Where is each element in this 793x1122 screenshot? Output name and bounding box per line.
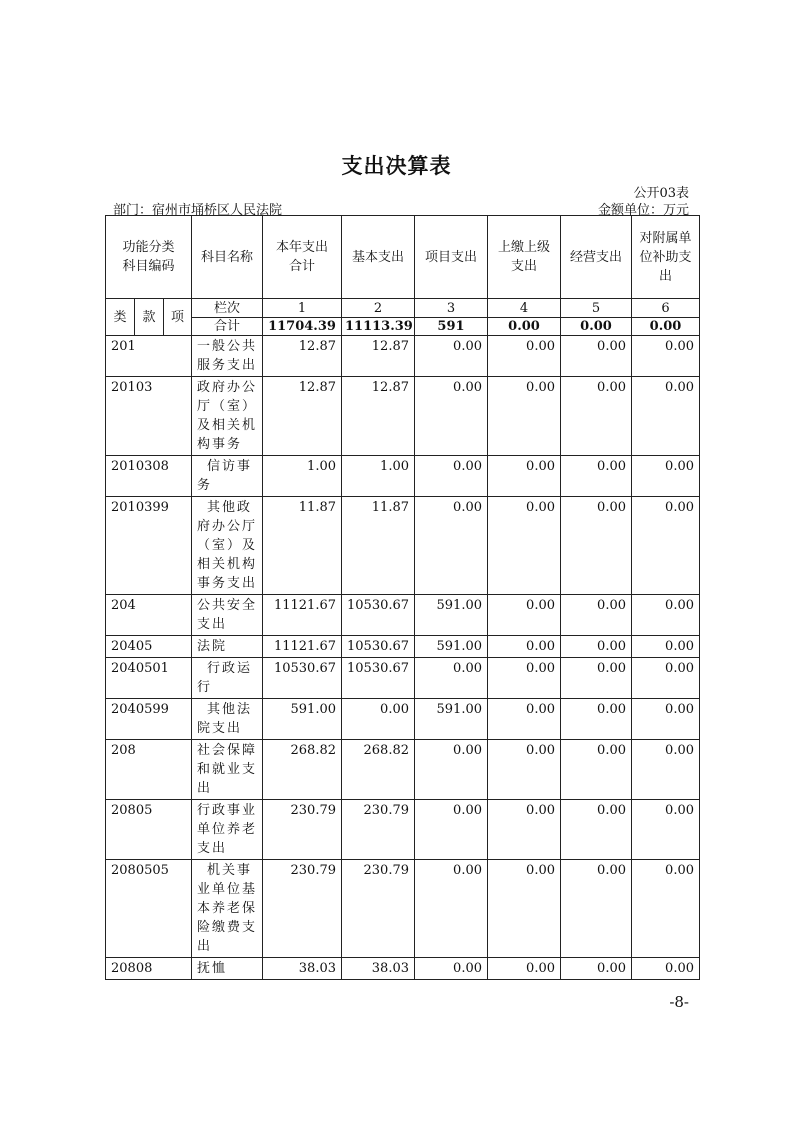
subject-code: 20405 — [106, 636, 192, 658]
column-number: 2 — [342, 299, 415, 318]
amount-cell: 0.00 — [561, 497, 632, 595]
amount-cell: 0.00 — [488, 958, 561, 980]
subject-code: 20103 — [106, 377, 192, 456]
subject-name: 公共安全支出 — [192, 595, 263, 636]
column-number: 1 — [263, 299, 342, 318]
table-row — [106, 800, 700, 860]
total-value: 0.00 — [488, 318, 561, 336]
subject-code: 20808 — [106, 958, 192, 980]
amount-cell: 0.00 — [488, 740, 561, 800]
amount-cell: 12.87 — [342, 377, 415, 456]
subject-name: 一般公共服务支出 — [192, 336, 263, 377]
amount-cell: 0.00 — [415, 800, 488, 860]
table-row — [106, 456, 700, 497]
header-basic-expenditure: 基本支出 — [342, 216, 415, 299]
subject-code: 2010308 — [106, 456, 192, 497]
table-header-row — [106, 216, 700, 299]
amount-cell: 230.79 — [342, 860, 415, 958]
table-row — [106, 377, 700, 456]
amount-cell: 0.00 — [415, 740, 488, 800]
amount-cell: 11121.67 — [263, 636, 342, 658]
amount-cell: 591.00 — [415, 699, 488, 740]
subject-name: 行政运行 — [192, 658, 263, 699]
subject-name: 机关事业单位基本养老保险缴费支出 — [192, 860, 263, 958]
amount-cell: 0.00 — [632, 699, 700, 740]
amount-cell: 230.79 — [263, 800, 342, 860]
subject-code: 201 — [106, 336, 192, 377]
subject-name: 社会保障和就业支出 — [192, 740, 263, 800]
amount-cell: 0.00 — [488, 699, 561, 740]
amount-cell: 0.00 — [561, 699, 632, 740]
amount-cell: 0.00 — [488, 497, 561, 595]
amount-cell: 11.87 — [263, 497, 342, 595]
amount-cell: 0.00 — [415, 860, 488, 958]
amount-cell: 0.00 — [488, 636, 561, 658]
total-row — [106, 318, 700, 336]
total-value: 591 — [415, 318, 488, 336]
table-row — [106, 595, 700, 636]
amount-cell: 0.00 — [415, 658, 488, 699]
amount-cell: 0.00 — [632, 456, 700, 497]
amount-cell: 0.00 — [488, 658, 561, 699]
subject-name: 抚恤 — [192, 958, 263, 980]
total-value: 11704.39 — [263, 318, 342, 336]
amount-cell: 11121.67 — [263, 595, 342, 636]
total-value: 11113.39 — [342, 318, 415, 336]
amount-cell: 0.00 — [488, 800, 561, 860]
page-title: 支出决算表 — [341, 154, 452, 178]
department-label: 部门：宿州市埇桥区人民法院 — [113, 203, 283, 218]
header-upper-level-payment: 上缴上级 支出 — [488, 216, 561, 299]
amount-cell: 591.00 — [415, 636, 488, 658]
table-row — [106, 958, 700, 980]
amount-cell: 0.00 — [415, 456, 488, 497]
amount-cell: 0.00 — [632, 658, 700, 699]
amount-cell: 0.00 — [561, 740, 632, 800]
expenditure-table — [105, 215, 700, 980]
amount-cell: 1.00 — [263, 456, 342, 497]
page-number: -8- — [669, 993, 689, 1011]
amount-cell: 12.87 — [263, 377, 342, 456]
amount-cell: 0.00 — [415, 336, 488, 377]
amount-cell: 0.00 — [561, 595, 632, 636]
amount-cell: 0.00 — [632, 497, 700, 595]
header-xiang: 项 — [164, 299, 192, 336]
amount-cell: 10530.67 — [342, 595, 415, 636]
amount-cell: 0.00 — [632, 958, 700, 980]
column-number: 4 — [488, 299, 561, 318]
amount-cell: 0.00 — [342, 699, 415, 740]
header-subsidiary-subsidy: 对附属单 位补助支 出 — [632, 216, 700, 299]
amount-cell: 12.87 — [263, 336, 342, 377]
amount-cell: 38.03 — [342, 958, 415, 980]
amount-cell: 0.00 — [561, 377, 632, 456]
header-project-expenditure: 项目支出 — [415, 216, 488, 299]
amount-cell: 0.00 — [561, 336, 632, 377]
subject-name: 行政事业单位养老支出 — [192, 800, 263, 860]
amount-cell: 230.79 — [263, 860, 342, 958]
subject-name: 法院 — [192, 636, 263, 658]
amount-cell: 230.79 — [342, 800, 415, 860]
table-row — [106, 860, 700, 958]
amount-cell: 10530.67 — [263, 658, 342, 699]
amount-cell: 1.00 — [342, 456, 415, 497]
amount-cell: 268.82 — [342, 740, 415, 800]
header-subject-name: 科目名称 — [192, 216, 263, 299]
amount-cell: 12.87 — [342, 336, 415, 377]
table-row — [106, 699, 700, 740]
amount-cell: 0.00 — [632, 860, 700, 958]
subject-code: 208 — [106, 740, 192, 800]
subject-name: 信访事务 — [192, 456, 263, 497]
header-kuan: 款 — [135, 299, 164, 336]
table-row — [106, 636, 700, 658]
amount-cell: 0.00 — [415, 958, 488, 980]
column-number: 5 — [561, 299, 632, 318]
amount-cell: 0.00 — [632, 800, 700, 860]
amount-cell: 591.00 — [263, 699, 342, 740]
amount-cell: 0.00 — [488, 595, 561, 636]
table-row — [106, 740, 700, 800]
total-label: 合计 — [192, 318, 263, 336]
amount-cell: 0.00 — [561, 636, 632, 658]
total-value: 0.00 — [632, 318, 700, 336]
amount-cell: 0.00 — [632, 595, 700, 636]
amount-cell: 0.00 — [488, 377, 561, 456]
amount-cell: 0.00 — [632, 336, 700, 377]
subject-code: 204 — [106, 595, 192, 636]
amount-cell: 10530.67 — [342, 658, 415, 699]
amount-cell: 0.00 — [561, 800, 632, 860]
header-lei: 类 — [106, 299, 135, 336]
table-row — [106, 336, 700, 377]
amount-cell: 11.87 — [342, 497, 415, 595]
amount-cell: 0.00 — [415, 377, 488, 456]
amount-cell: 591.00 — [415, 595, 488, 636]
subject-code: 2040599 — [106, 699, 192, 740]
amount-cell: 0.00 — [488, 456, 561, 497]
column-number: 6 — [632, 299, 700, 318]
column-index-label: 栏次 — [192, 299, 263, 318]
subject-name: 政府办公厅（室）及相关机构事务 — [192, 377, 263, 456]
amount-cell: 0.00 — [632, 636, 700, 658]
subject-code: 20805 — [106, 800, 192, 860]
header-total-expenditure: 本年支出 合计 — [263, 216, 342, 299]
subject-code: 2080505 — [106, 860, 192, 958]
amount-cell: 38.03 — [263, 958, 342, 980]
amount-cell: 0.00 — [561, 658, 632, 699]
amount-cell: 0.00 — [488, 336, 561, 377]
total-value: 0.00 — [561, 318, 632, 336]
column-number: 3 — [415, 299, 488, 318]
amount-cell: 0.00 — [415, 497, 488, 595]
table-row — [106, 497, 700, 595]
amount-cell: 268.82 — [263, 740, 342, 800]
header-business-expenditure: 经营支出 — [561, 216, 632, 299]
subject-name: 其他政府办公厅（室）及相关机构事务支出 — [192, 497, 263, 595]
amount-cell: 10530.67 — [342, 636, 415, 658]
amount-cell: 0.00 — [632, 377, 700, 456]
header-category-code: 功能分类 科目编码 — [106, 216, 192, 299]
column-index-row — [106, 299, 700, 318]
amount-unit-label: 金额单位：万元 — [597, 203, 689, 218]
subject-code: 2010399 — [106, 497, 192, 595]
amount-cell: 0.00 — [561, 860, 632, 958]
subject-name: 其他法院支出 — [192, 699, 263, 740]
amount-cell: 0.00 — [561, 456, 632, 497]
form-number: 公开03表 — [633, 186, 689, 201]
amount-cell: 0.00 — [632, 740, 700, 800]
amount-cell: 0.00 — [488, 860, 561, 958]
subject-code: 2040501 — [106, 658, 192, 699]
amount-cell: 0.00 — [561, 958, 632, 980]
table-row — [106, 658, 700, 699]
